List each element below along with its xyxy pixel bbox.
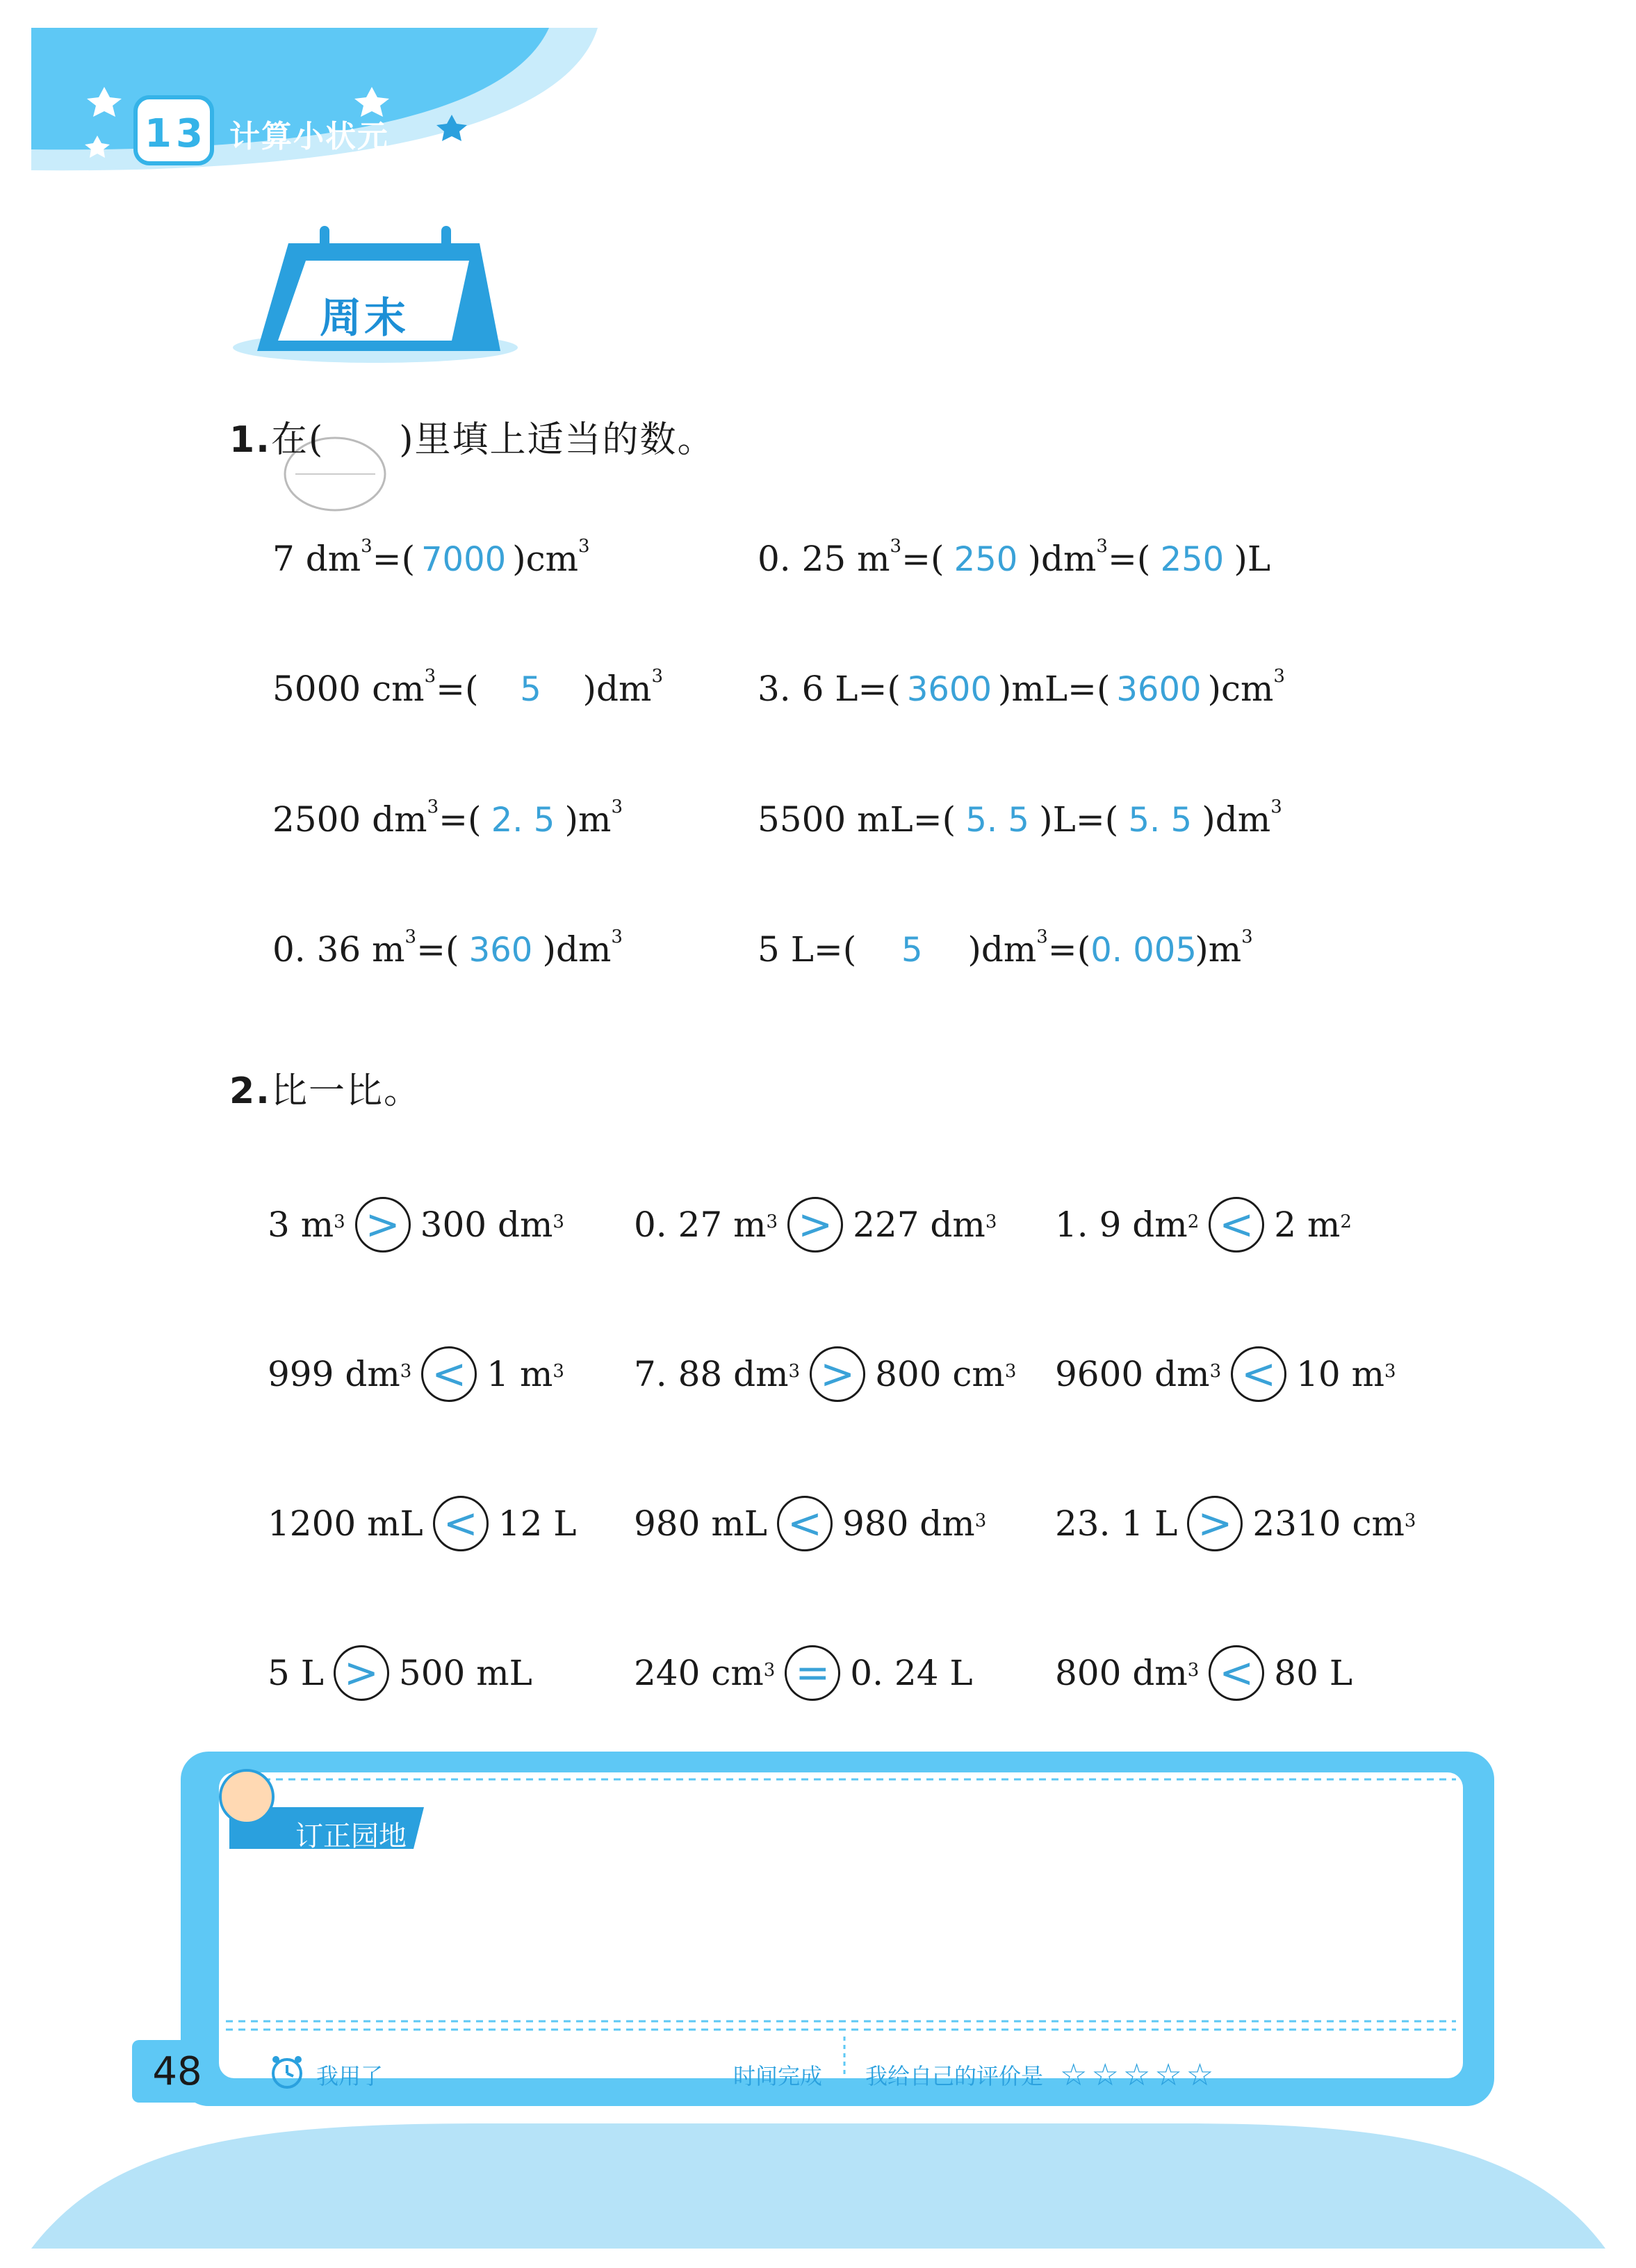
compare-left: 5 L	[268, 1653, 324, 1693]
compare-right: 980 dm	[842, 1503, 975, 1544]
q1-row4-left: 0. 36 $m^3=$( 360 )$dm^3$	[272, 927, 623, 970]
compare-left: 980 mL	[634, 1503, 767, 1544]
answer-value: 3600	[906, 670, 992, 709]
compare-left: 800 dm	[1055, 1653, 1188, 1693]
compare-left: 1200 mL	[268, 1503, 423, 1544]
answer-value: 0. 005	[1090, 931, 1197, 970]
question-1-heading	[229, 410, 715, 462]
answer-value: 3600	[1116, 670, 1202, 709]
comparison-sign: >	[343, 1649, 379, 1697]
comparison-sign: <	[1219, 1649, 1254, 1697]
comparison-item	[268, 1197, 564, 1253]
answer-value: 5	[520, 670, 541, 709]
expr-text: )dm	[582, 669, 652, 709]
q1-row2-left: 5000 $cm^3=$( 5 )$dm^3$	[272, 666, 663, 709]
question-2-heading	[229, 1061, 421, 1113]
answer-value: 250	[954, 540, 1018, 579]
comparison-sign: =	[795, 1649, 831, 1697]
alarm-clock-icon	[269, 2054, 305, 2090]
comparison-circle	[777, 1496, 833, 1551]
exponent: 2	[1340, 1211, 1352, 1232]
question-2-prompt: 比一比。	[270, 1070, 421, 1112]
question-1-prompt: 在( )里填上适当的数。	[270, 419, 715, 461]
compare-right: 227 dm	[853, 1205, 985, 1245]
expr-text: 2500 dm	[272, 799, 427, 840]
expr-text: )cm	[512, 539, 578, 579]
exponent: 3	[1209, 1361, 1222, 1382]
exponent: 3	[766, 1211, 778, 1232]
compare-right: 12 L	[498, 1503, 577, 1544]
comparison-sign: <	[432, 1350, 467, 1398]
comparison-item	[634, 1496, 986, 1551]
compare-left: 999 dm	[268, 1354, 400, 1394]
answer-value: 5. 5	[965, 801, 1029, 840]
comparison-item	[1055, 1197, 1352, 1253]
page-number: 48	[152, 2048, 202, 2094]
exponent: 3	[1004, 1361, 1017, 1382]
correction-title: 订正园地	[295, 1820, 407, 1852]
exponent: 3	[763, 1660, 776, 1681]
compare-right: 80 L	[1274, 1653, 1353, 1693]
expr-text: =(	[436, 669, 479, 709]
self-eval-label: 我给自己的评价是	[865, 2063, 1044, 2089]
badge-digit-1: 1	[145, 111, 172, 156]
question-2-number: 2.	[229, 1070, 271, 1112]
q1-row4-right: 5 L=( 5 )$dm^3=(0$. $005)m^3$	[758, 927, 1253, 970]
comparison-sign: >	[1197, 1499, 1233, 1548]
expr-text: =(	[372, 539, 416, 579]
exponent: 3	[1187, 1660, 1200, 1681]
comparison-sign: >	[797, 1200, 833, 1249]
question-1-number: 1.	[229, 419, 271, 461]
compare-left: 3 m	[268, 1205, 334, 1245]
expr-text: =(	[439, 799, 482, 840]
compare-left: 7. 88 dm	[634, 1354, 789, 1394]
q1-row3-right: 5500 mL=( 5. 5 )L=( 5. 5 )$dm^3$	[758, 797, 1282, 840]
comparison-item	[1055, 1346, 1396, 1402]
rating-stars[interactable]: ☆☆☆☆☆	[1060, 2057, 1218, 2093]
expr-text: )L	[1234, 539, 1271, 579]
compare-right: 500 mL	[398, 1653, 532, 1693]
compare-right: 1 m	[486, 1354, 553, 1394]
answer-value: 7000	[421, 540, 507, 579]
header-title: 计算小状元	[229, 119, 389, 154]
expr-text: 3. 6 L=(	[758, 669, 901, 709]
comparison-item	[1055, 1645, 1352, 1701]
comparison-item	[634, 1645, 973, 1701]
comparison-sign: <	[1219, 1200, 1254, 1249]
comparison-item	[1055, 1496, 1416, 1551]
q1-row1-left: 7 $dm^3=$( 7000 )$cm^3$	[272, 536, 590, 579]
comparison-circle	[1209, 1197, 1264, 1253]
comparison-circle	[810, 1346, 865, 1402]
expr-text: )dm	[1202, 799, 1271, 840]
comparison-sign: <	[787, 1499, 823, 1548]
comparison-sign: <	[1241, 1350, 1277, 1398]
comparison-item	[268, 1496, 577, 1551]
comparison-circle	[787, 1197, 843, 1253]
expr-text: 7 dm	[272, 539, 361, 579]
compare-right: 2 m	[1274, 1205, 1341, 1245]
time-used-label: 我用了	[316, 2063, 384, 2089]
expr-text: )dm	[1027, 539, 1097, 579]
expr-text: 5000 cm	[272, 669, 425, 709]
compare-left: 9600 dm	[1055, 1354, 1210, 1394]
comparison-sign: <	[443, 1499, 478, 1548]
compare-right: 0. 24 L	[850, 1653, 973, 1693]
answer-value: 5	[901, 931, 923, 970]
comparison-item	[268, 1346, 564, 1402]
compare-right: 300 dm	[420, 1205, 553, 1245]
comparison-circle	[1187, 1496, 1243, 1551]
exponent: 3	[985, 1211, 997, 1232]
comparison-item	[268, 1645, 532, 1701]
comparison-circle	[433, 1496, 489, 1551]
exponent: 3	[400, 1361, 412, 1382]
compare-left: 240 cm	[634, 1653, 764, 1693]
exponent: 3	[553, 1361, 564, 1382]
compare-right: 800 cm	[875, 1354, 1005, 1394]
compare-left: 1. 9 dm	[1055, 1205, 1188, 1245]
answer-value: 250	[1160, 540, 1225, 579]
bottom-wave	[0, 2116, 1636, 2268]
expr-text: 5500 mL=(	[758, 799, 956, 840]
comparison-item	[634, 1346, 1016, 1402]
compare-right: 2310 cm	[1252, 1503, 1405, 1544]
badge-digit-2: 3	[176, 111, 203, 156]
comparison-sign: >	[819, 1350, 856, 1398]
comparison-item	[634, 1197, 997, 1253]
section-title: 周末	[320, 294, 409, 343]
expr-text: 0. 25 m	[758, 539, 890, 579]
expr-text: )cm	[1207, 669, 1274, 709]
comparison-circle	[355, 1197, 411, 1253]
compare-right: 10 m	[1296, 1354, 1385, 1394]
comparison-sign: >	[365, 1200, 400, 1249]
compare-left: 23. 1 L	[1055, 1503, 1178, 1544]
answer-value: 2. 5	[491, 801, 555, 840]
expr-text: )m	[564, 799, 612, 840]
expr-text: )mL=(	[997, 669, 1111, 709]
exponent: 3	[974, 1510, 987, 1531]
exponent: 2	[1187, 1211, 1200, 1232]
expr-text: =(	[901, 539, 944, 579]
expr-text: )dm	[542, 929, 612, 970]
expr-text: =(	[1047, 929, 1091, 970]
expr-text: 0. 36 m	[272, 929, 405, 970]
q1-row3-left: 2500 $dm^3=$( 2. 5 )$m^3$	[272, 797, 623, 840]
exponent: 3	[1384, 1361, 1396, 1382]
q1-row2-right: 3. 6 L=( 3600 )mL=( 3600 )$cm^3$	[758, 666, 1285, 709]
expr-text: )L=(	[1039, 799, 1119, 840]
answer-value: 5. 5	[1128, 801, 1193, 840]
expr-text: =(	[416, 929, 459, 970]
exponent: 3	[334, 1211, 345, 1232]
comparison-circle	[785, 1645, 840, 1701]
exponent: 3	[1404, 1510, 1416, 1531]
comparison-circle	[334, 1645, 389, 1701]
comparison-circle	[1231, 1346, 1286, 1402]
expr-text: )dm	[967, 929, 1037, 970]
q1-row1-right: 0. 25 $m^3=$( 250 )$dm^3=$( 250 )L	[758, 536, 1271, 579]
compare-left: 0. 27 m	[634, 1205, 767, 1245]
expr-text: =(	[1107, 539, 1151, 579]
time-complete-label: 时间完成	[733, 2063, 823, 2089]
exponent: 3	[788, 1361, 801, 1382]
expr-text: )m	[1195, 929, 1242, 970]
comparison-circle	[1209, 1645, 1264, 1701]
expr-text: 5 L=(	[758, 929, 857, 970]
exponent: 3	[553, 1211, 564, 1232]
comparison-circle	[421, 1346, 477, 1402]
answer-value: 360	[468, 931, 533, 970]
